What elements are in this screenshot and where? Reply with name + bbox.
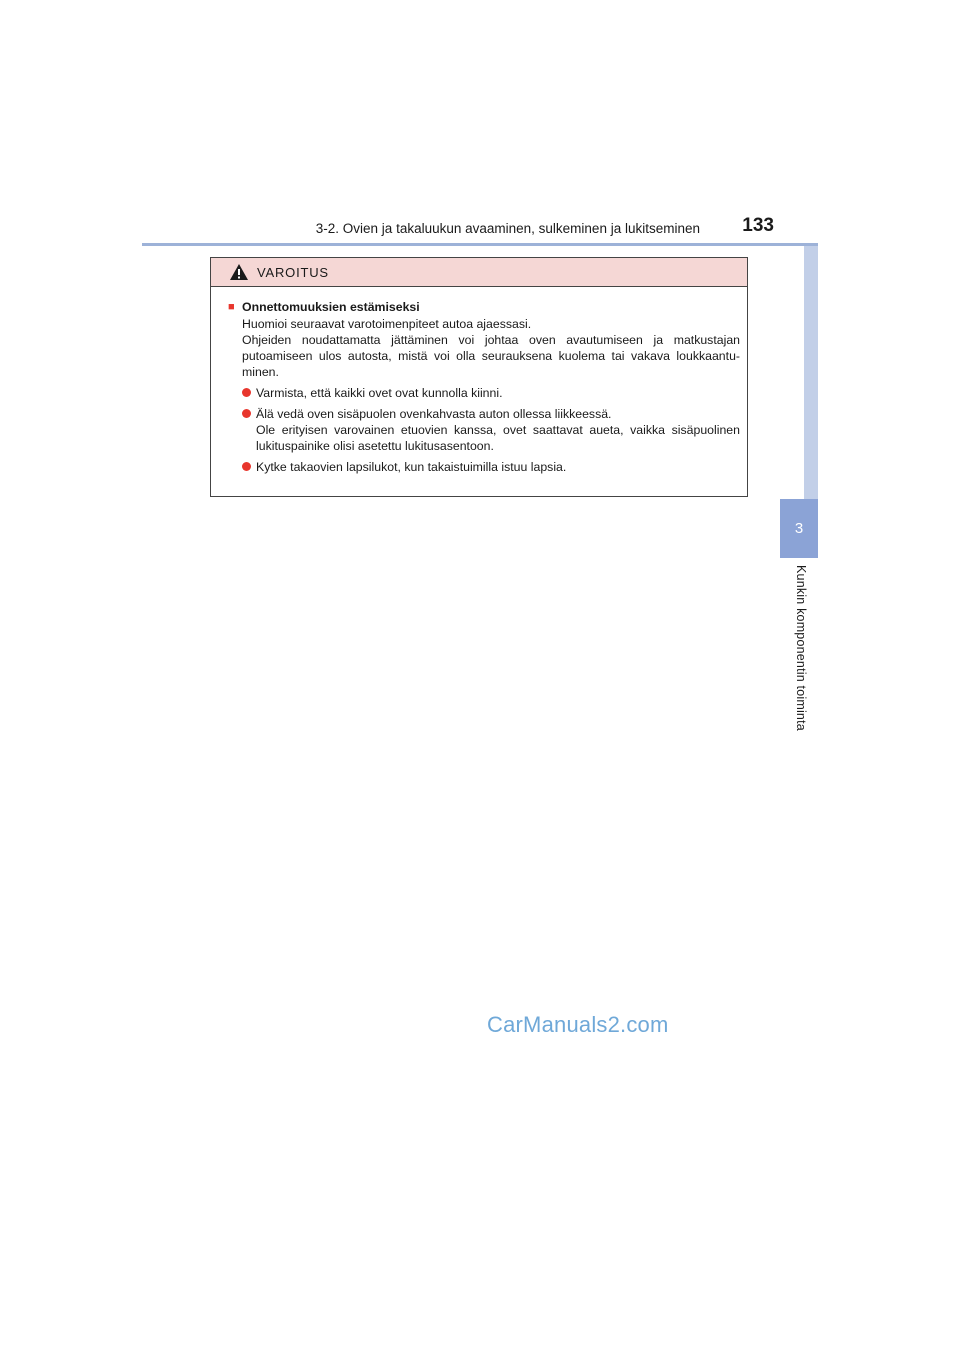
side-rail (804, 246, 818, 500)
warning-paragraph: Ohjeiden noudattamatta jättäminen voi johtaa oven avautumiseen ja matkustajan putoamiseen ulos autosta, mistä voi olla seurauksena kuolema tai vakava loukkaantu-minen. (242, 333, 740, 379)
square-bullet-icon: ■ (228, 301, 235, 313)
section-heading-text: Onnettomuuksien estämiseksi (242, 300, 420, 314)
watermark-link[interactable]: CarManuals2.com (487, 1012, 669, 1037)
chapter-title-vertical: Kunkin komponentin toiminta (794, 565, 808, 731)
header-rule (142, 243, 818, 246)
warning-label: VAROITUS (257, 264, 329, 280)
dot-bullet-icon (242, 409, 251, 418)
list-item (242, 459, 740, 475)
bullet-text-block (256, 406, 740, 454)
bullet-detail-text: Ole erityisen varovainen etuovien kanssa, ovet saattavat aueta, vaikka sisäpuolinen lukituspainike olisi asetettu lukitusasentoon. (256, 423, 740, 453)
warning-header (211, 258, 747, 287)
dot-bullet-icon (242, 462, 251, 471)
dot-bullet-icon (242, 388, 251, 397)
warning-body (211, 287, 747, 475)
list-item (242, 406, 740, 454)
bullet-text: Varmista, että kaikki ovet ovat kunnolla kiinni. (256, 386, 503, 400)
list-item (242, 385, 740, 401)
running-header: 3-2. Ovien ja takaluukun avaaminen, sulkeminen ja lukitseminen (315, 221, 700, 236)
page-number: 133 (742, 215, 774, 236)
intro-text: Huomioi seuraavat varotoimenpiteet autoa ajaessasi. (242, 317, 532, 331)
section-heading (228, 299, 740, 315)
section-content (228, 316, 740, 475)
bullet-text: Älä vedä oven sisäpuolen ovenkahvasta auton ollessa liikkeessä. (256, 407, 612, 421)
bullet-text: Kytke takaovien lapsilukot, kun takaistuimilla istuu lapsia. (256, 460, 567, 474)
warning-triangle-icon (229, 263, 249, 281)
warning-box (210, 257, 748, 497)
bullet-list (242, 385, 740, 475)
chapter-tab: 3 (780, 499, 818, 558)
